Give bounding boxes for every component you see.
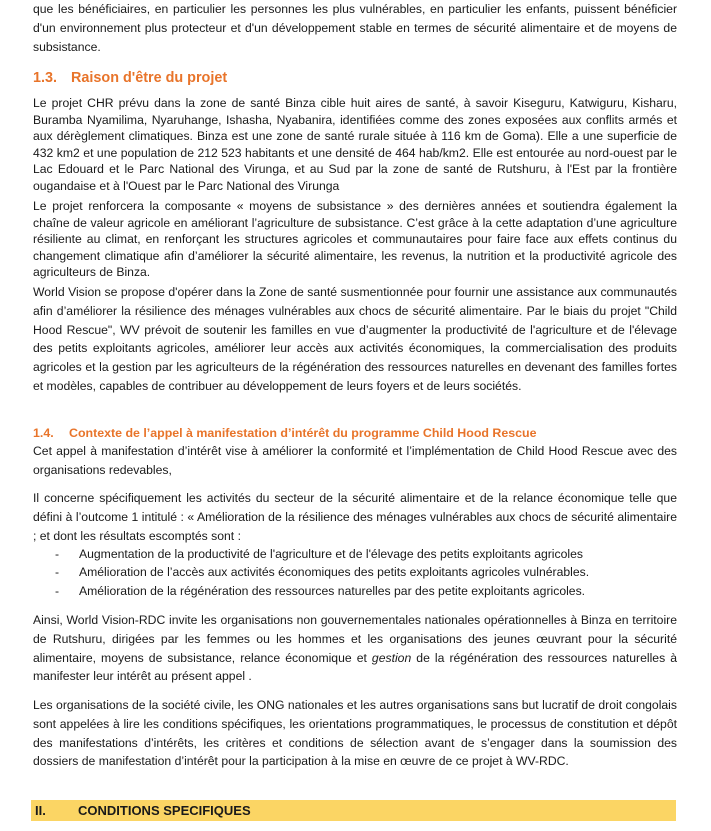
section-heading-1-3 (33, 70, 227, 86)
section-number: II. (35, 803, 46, 818)
paragraph-outcome: Il concerne spécifiquement les activités du secteur de la sécurité alimentaire et de la relance économique telle que défini à l’outcome 1 intitulé : « Amélioration de la résilience des ménages vulnérables aux chocs de sécurité alimentaire ; et dont les résultats escomptés sont : (33, 491, 677, 543)
list-item: - Amélioration de l’accès aux activités économiques des petits exploitants agricoles vulnérables. (33, 563, 677, 581)
intro-paragraph: que les bénéficiaires, en particulier les personnes les plus vulnérables, en particulier les enfants, puissent bénéficier d'un environnement plus protecteur et d'un développement stable en termes de sécurité alimentaire et de moyens de subsistance. (33, 2, 677, 54)
list-item: - Augmentation de la productivité de l'agriculture et de l'élevage des petits exploitants agricoles (33, 545, 677, 563)
section-title: Raison d'être du projet (71, 70, 228, 86)
bullet-dash: - (55, 583, 60, 598)
section-heading-1-4 (33, 426, 536, 440)
section-title: CONDITIONS SPECIFIQUES (78, 803, 251, 818)
section-heading-conditions (31, 800, 676, 821)
paragraph-organisations: Les organisations de la société civile, les ONG nationales et les autres organisations sans but lucratif de droit congolais sont appelées à lire les conditions spécifiques, les orientations programmatiques, le processus de constitution et dépôt des manifestations d’intérêts, les critères et conditions de sélection avant de s’engager dans la soumission des dossiers de manifestation d’intérêt pour la participation à la mise en œuvre de ce projet à WV-RDC. (33, 698, 677, 769)
paragraph-project-zone: Le projet CHR prévu dans la zone de santé Binza cible huit aires de santé, à savoir Kiseguru, Katwiguru, Kisharu, Buramba Nyamilima, Nyaruhange, Ishasha, Nyabanira, identifiées comme des zones exposées aux conflits armés et aux dérèglement climatiques. Binza est une zone de santé rurale située à 116 km de Goma). Elle a une superficie de 432 km2 et une population de 212 523 habitants et une densité de 464 hab/km2. Elle est entourée au nord-ouest par le Lac Edouard et le Parc National des Virunga, et au Sud par la zone de santé de Rutshuru, à l'Est par la frontière ougandaise et à l'Ouest par le Parc National des Virunga (33, 96, 677, 193)
bullet-dash: - (55, 547, 60, 561)
paragraph-call-purpose: Cet appel à manifestation d’intérêt vise à améliorer la conformité et l’implémentation de Child Hood Rescue avec des organisations redevables, (33, 444, 677, 477)
section-number: 1.3. (33, 70, 58, 86)
paragraph-invitation: Ainsi, World Vision-RDC invite les organisations non gouvernementales nationales opérationnelles à Binza en territoire de Rutshuru, dirigées par les femmes ou les hommes et les organisations des jeunes œuvrant pour la sécurité alimentaire, moyens de subsistance, relance économique et gestion de la régénération des ressources naturelles à manifester leur intérêt au présent appel . (33, 613, 677, 684)
section-title: Contexte de l’appel à manifestation d’intérêt du programme Child Hood Rescue (69, 426, 537, 440)
list-item: - Amélioration de la régénération des ressources naturelles par des petite exploitants agricoles. (33, 582, 677, 600)
paragraph-livelihoods: Le projet renforcera la composante « moyens de subsistance » des dernières années et soutiendra également la chaîne de valeur agricole en améliorant l’agriculture de subsistance. C’est grâce à la cette adaptation d’une agriculture résiliente au climat, en renforçant les structures agricoles et communautaires pour faire face aux effets continus du changement climatique afin d’améliorer la sécurité alimentaire, les revenus, la nutrition et la productivité agricole des agriculteurs de Binza. (33, 199, 677, 280)
expected-results-list (33, 545, 677, 600)
bullet-dash: - (55, 565, 60, 580)
paragraph-world-vision: World Vision se propose d'opérer dans la Zone de santé susmentionnée pour fournir une assistance aux communautés afin d’améliorer la résilience des ménages vulnérables aux chocs de sécurité alimentaire. Par le biais du projet "Child Hood Rescue", WV prévoit de soutenir les familles en vue d’augmenter la productivité de l'agriculture et de l'élevage des petits exploitants agricoles, améliorer leur accès aux activités économiques, la commercialisation des produits agricoles et la gestion par les agriculteurs de la régénération des ressources naturelles en devenant des familles fortes et modèles, capables de contribuer au développement de leurs foyers et de leurs sociétés. (33, 285, 677, 393)
section-number: 1.4. (33, 426, 54, 440)
